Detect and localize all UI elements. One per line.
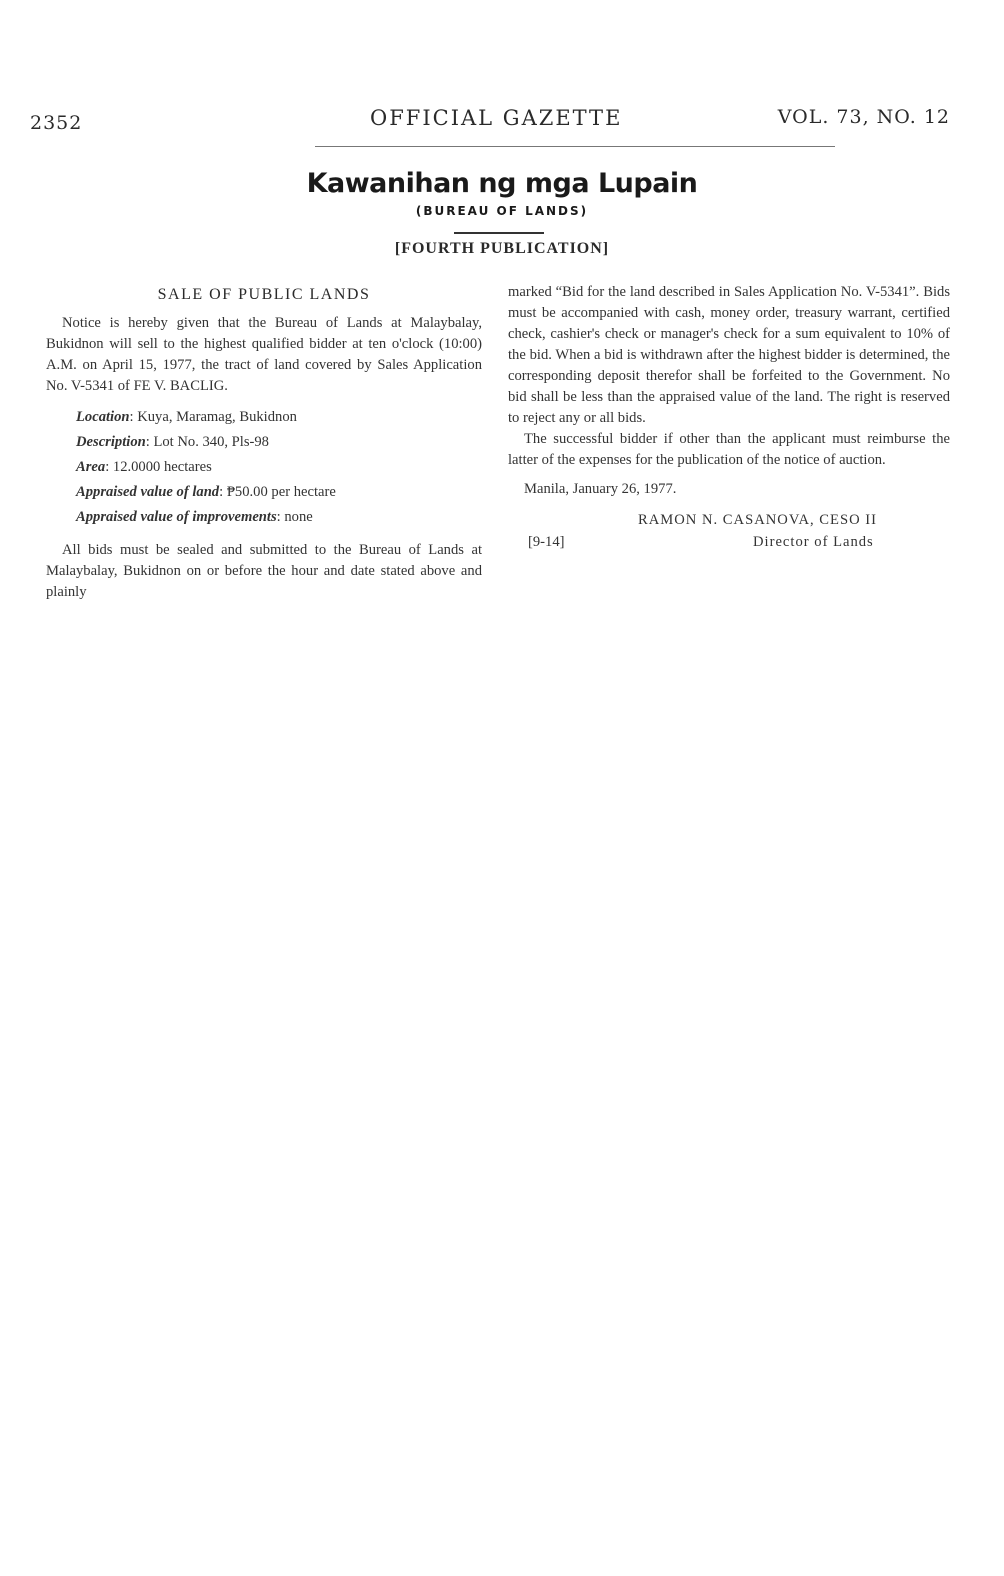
header-divider xyxy=(315,146,835,147)
notice-right-column xyxy=(508,282,950,560)
detail-label: Location xyxy=(76,409,130,425)
detail-description: Description: Lot No. 340, Pls-98 xyxy=(76,434,269,450)
notice-intro: Notice is hereby given that the Bureau of Lands at Malaybalay, Bukidnon will sell to the highest qualified bidder at ten o'clock (10:00) A.M. on April 15, 1977, the tract of land covered by Sales Application No. V-5341 of FE V. BACLIG. xyxy=(46,315,482,394)
detail-area: Area: 12.0000 hectares xyxy=(76,459,212,475)
detail-label: Area xyxy=(76,459,106,475)
notice-title: SALE OF PUBLIC LANDS xyxy=(157,286,371,303)
detail-label: Description xyxy=(76,434,146,450)
detail-value: ₱50.00 per hectare xyxy=(226,484,336,500)
page-header xyxy=(30,106,950,136)
detail-label: Appraised value of land xyxy=(76,484,220,500)
agency-english-name: (BUREAU OF LANDS) xyxy=(415,204,589,218)
bids-paragraph-start: All bids must be sealed and submitted to the Bureau of Lands at Malaybalay, Bukidnon on or before the hour and date stated above and plainly xyxy=(46,542,482,600)
detail-land-value: Appraised value of land: ₱50.00 per hectare xyxy=(76,484,336,500)
volume-number: VOL. 73, NO. 12 xyxy=(777,106,950,128)
signature-block xyxy=(508,510,950,560)
publication-mark: [FOURTH PUBLICATION] xyxy=(394,240,610,257)
detail-location: Location: Kuya, Maramag, Bukidnon xyxy=(76,409,297,425)
date-line: Manila, January 26, 1977. xyxy=(524,481,677,497)
publication-title: OFFICIAL GAZETTE xyxy=(370,106,623,130)
page-number: 2352 xyxy=(30,112,83,134)
detail-value: Kuya, Maramag, Bukidnon xyxy=(137,409,297,425)
detail-value: none xyxy=(284,509,313,525)
reference-number: [9-14] xyxy=(528,534,565,550)
agency-name: Kawanihan ng mga Lupain xyxy=(306,168,698,199)
bids-paragraph-continued: marked “Bid for the land described in Sales Application No. V-5341”. Bids must be accompanied with cash, money order, treasury warrant, certified check, cashier's check or manager's check for a sum equivalent to 10% of the bid. When a bid is withdrawn after the highest bidder is determined, the corresponding deposit therefor shall be forfeited to the Government. No bid shall be less than the appraised value of the land. The right is reserved to reject any or all bids. xyxy=(508,284,950,426)
detail-label: Appraised value of improvements xyxy=(76,509,277,525)
detail-value: 12.0000 hectares xyxy=(112,459,212,475)
reimbursement-paragraph: The successful bidder if other than the applicant must reimburse the latter of the expenses for the publication of the notice of auction. xyxy=(508,431,950,468)
signer-name: RAMON N. CASANOVA, CESO II xyxy=(638,512,877,528)
land-details xyxy=(76,407,482,528)
detail-improvements-value: Appraised value of improvements: none xyxy=(76,509,313,525)
detail-value: Lot No. 340, Pls-98 xyxy=(153,434,269,450)
notice-left-column xyxy=(46,284,482,603)
signer-title: Director of Lands xyxy=(753,534,874,550)
agency-divider xyxy=(454,232,544,234)
